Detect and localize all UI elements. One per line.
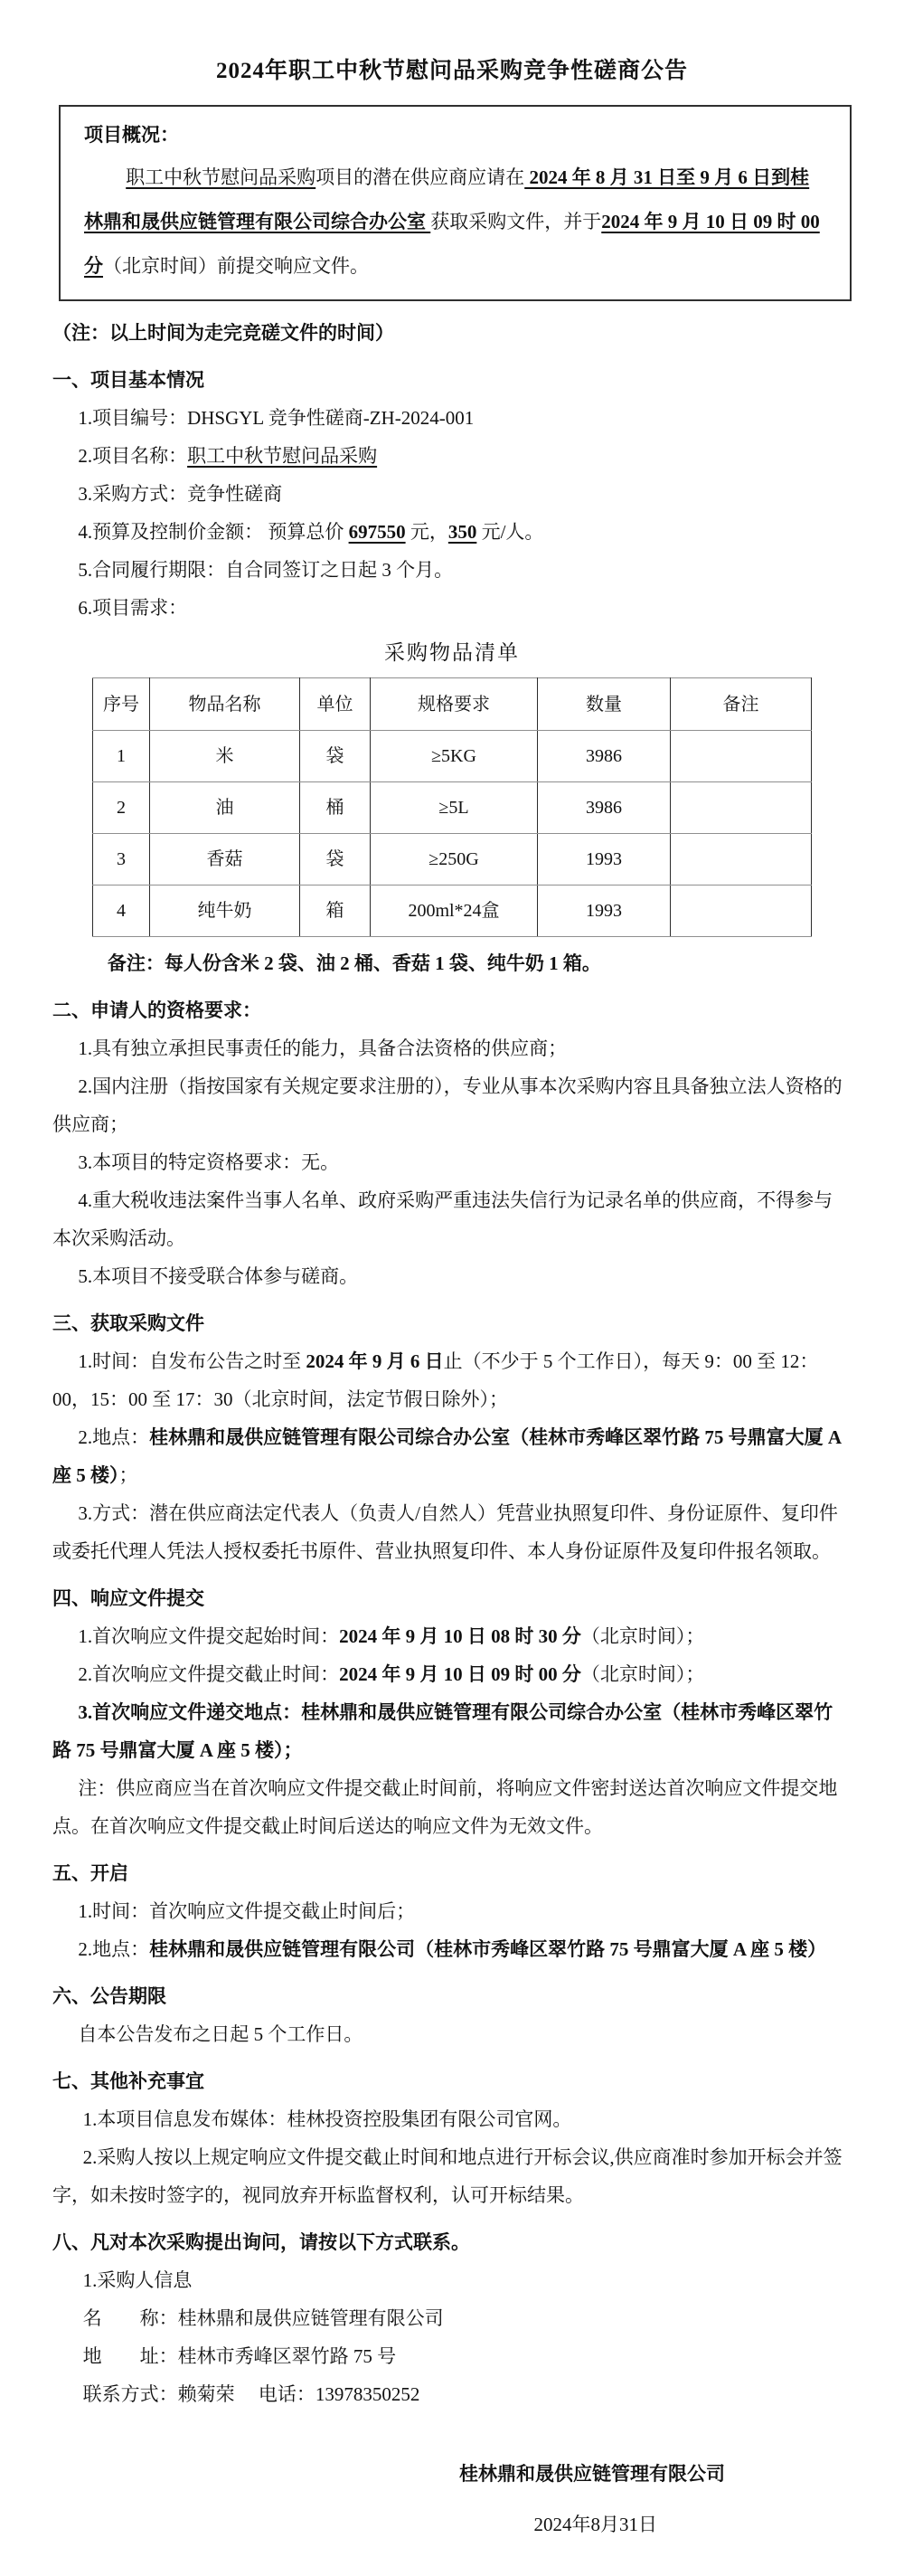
budget-line bbox=[52, 513, 852, 551]
cell-quantity: 3986 bbox=[538, 782, 671, 834]
col-header-item-name: 物品名称 bbox=[150, 678, 300, 731]
publish-media-line: 1.本项目信息发布媒体：桂林投资控股集团有限公司官网。 bbox=[82, 2108, 572, 2130]
col-header-unit: 单位 bbox=[300, 678, 371, 731]
section-7-heading: 七、其他补充事宜 bbox=[52, 2070, 204, 2092]
project-requirements-line: 6.项目需求： bbox=[78, 597, 188, 619]
cell-quantity: 1993 bbox=[538, 886, 671, 937]
table-row bbox=[93, 886, 812, 937]
project-name-value: 职工中秋节慰问品采购 bbox=[187, 445, 378, 467]
submit-start-line bbox=[52, 1617, 852, 1655]
project-name-line bbox=[52, 437, 852, 475]
qualification-item: 2.国内注册（指按国家有关规定要求注册的），专业从事本次采购内容且具备独立法人资格的供应商； bbox=[52, 1075, 843, 1135]
cell-index: 3 bbox=[93, 834, 150, 886]
submit-deadline-line bbox=[52, 1655, 852, 1693]
col-header-index: 序号 bbox=[93, 678, 150, 731]
purchaser-name-line: 名 称：桂林鼎和晟供应链管理有限公司 bbox=[82, 2307, 444, 2329]
project-number-line: 1.项目编号：DHSGYL 竞争性磋商-ZH-2024-001 bbox=[78, 407, 475, 429]
overview-project-name: 职工中秋节慰问品采购 bbox=[126, 166, 316, 188]
contract-period-line: 5.合同履行期限：自合同签订之日起 3 个月。 bbox=[78, 559, 454, 581]
budget-text-run: 元/人。 bbox=[476, 521, 544, 543]
obtain-method-line: 3.方式：潜在供应商法定代表人（负责人/自然人）凭营业执照复印件、身份证原件、复印件或委托代理人凭法人授权委托书原件、营业执照复印件、本人身份证原件及复印件报名领取。 bbox=[52, 1502, 838, 1562]
cell-index: 2 bbox=[93, 782, 150, 834]
overview-text-run: （北京时间）前提交响应文件。 bbox=[103, 255, 369, 277]
overview-label: 项目概况： bbox=[84, 124, 179, 146]
section-4-heading: 四、响应文件提交 bbox=[52, 1587, 204, 1609]
section-5-heading: 五、开启 bbox=[52, 1862, 128, 1884]
submit-note: 注：供应商应当在首次响应文件提交截止时间前，将响应文件密封送达首次响应文件提交地点。在首次响应文件提交截止时间后送达的响应文件为无效文件。 bbox=[52, 1777, 838, 1837]
col-header-quantity: 数量 bbox=[538, 678, 671, 731]
obtain-deadline-value: 2024 年 9 月 6 日 bbox=[306, 1350, 444, 1372]
table-row bbox=[93, 731, 812, 782]
purchase-list-title: 采购物品清单 bbox=[384, 641, 520, 664]
budget-label: 4.预算及控制价金额： 预算总价 bbox=[78, 521, 349, 543]
qualification-item: 1.具有独立承担民事责任的能力，具备合法资格的供应商； bbox=[78, 1037, 568, 1059]
cell-remark bbox=[671, 834, 812, 886]
col-header-remark: 备注 bbox=[671, 678, 812, 731]
cell-unit: 桶 bbox=[300, 782, 371, 834]
bid-opening-rule-line: 2.采购人按以上规定响应文件提交截止时间和地点进行开标会议,供应商准时参加开标会并签字，如未按时签字的，视同放弃开标监督权利，认可开标结果。 bbox=[52, 2146, 843, 2206]
cell-spec: ≥250G bbox=[371, 834, 538, 886]
overview-obtain-period: 2024 年 8 月 31 日至 9 月 6 日到桂林鼎和晟供应链管理有限公司综合办公室 bbox=[84, 166, 810, 232]
procurement-method-line: 3.采购方式：竞争性磋商 bbox=[78, 483, 283, 505]
table-header-row bbox=[93, 678, 812, 731]
announcement-period-line: 自本公告发布之日起 5 个工作日。 bbox=[78, 2023, 363, 2045]
obtain-time-detail: 止（不少于 5 个工作日），每天 9：00 至 12：00，15：00 至 17：30（北京时间，法定节假日除外）； bbox=[52, 1350, 819, 1410]
project-overview-box bbox=[59, 105, 852, 301]
opening-place-label: 2.地点： bbox=[78, 1938, 150, 1960]
obtain-place-line bbox=[52, 1418, 852, 1494]
project-name-label: 2.项目名称： bbox=[78, 445, 188, 467]
cell-item-name: 纯牛奶 bbox=[150, 886, 300, 937]
obtain-time-line bbox=[52, 1342, 852, 1418]
section-6-heading: 六、公告期限 bbox=[52, 1985, 166, 2007]
submit-deadline-time-value: 2024 年 9 月 10 日 09 时 00 分 bbox=[339, 1663, 581, 1685]
per-person-price-value: 350 bbox=[447, 521, 477, 543]
cell-remark bbox=[671, 731, 812, 782]
overview-text-run: 获取采购文件，并于 bbox=[430, 211, 602, 232]
cell-unit: 袋 bbox=[300, 731, 371, 782]
purchaser-info-label: 1.采购人信息 bbox=[82, 2269, 193, 2291]
obtain-place-tail: ； bbox=[118, 1464, 138, 1486]
table-row bbox=[93, 834, 812, 886]
obtain-time-label: 1.时间：自发布公告之时至 bbox=[78, 1350, 306, 1372]
cell-spec: ≥5L bbox=[371, 782, 538, 834]
cell-index: 1 bbox=[93, 731, 150, 782]
section-2-heading: 二、申请人的资格要求： bbox=[52, 999, 261, 1021]
cell-spec: ≥5KG bbox=[371, 731, 538, 782]
cell-remark bbox=[671, 886, 812, 937]
purchaser-address-line: 地 址：桂林市秀峰区翠竹路 75 号 bbox=[82, 2345, 397, 2367]
cell-item-name: 香菇 bbox=[150, 834, 300, 886]
table-row bbox=[93, 782, 812, 834]
submit-start-tail: （北京时间）； bbox=[580, 1625, 705, 1647]
cell-item-name: 米 bbox=[150, 731, 300, 782]
qualification-item: 4.重大税收违法案件当事人名单、政府采购严重违法失信行为记录名单的供应商，不得参与本次采购活动。 bbox=[52, 1189, 833, 1249]
overview-text-run: 项目的潜在供应商应请在 bbox=[315, 166, 525, 188]
document-date: 2024年8月31日 bbox=[533, 2514, 657, 2535]
cell-quantity: 3986 bbox=[538, 731, 671, 782]
opening-place-value: 桂林鼎和晟供应链管理有限公司（桂林市秀峰区翠竹路 75 号鼎富大厦 A 座 5 楼） bbox=[149, 1938, 827, 1960]
budget-total-value: 697550 bbox=[348, 521, 406, 543]
cell-spec: 200ml*24盒 bbox=[371, 886, 538, 937]
qualification-item: 5.本项目不接受联合体参与磋商。 bbox=[78, 1265, 359, 1287]
col-header-spec: 规格要求 bbox=[371, 678, 538, 731]
obtain-place-label: 2.地点： bbox=[78, 1426, 150, 1448]
cell-remark bbox=[671, 782, 812, 834]
purchaser-contact-line: 联系方式：赖菊荣 电话：13978350252 bbox=[82, 2383, 420, 2405]
cell-unit: 箱 bbox=[300, 886, 371, 937]
submit-place-line: 3.首次响应文件递交地点：桂林鼎和晟供应链管理有限公司综合办公室（桂林市秀峰区翠竹路 75 号鼎富大厦 A 座 5 楼）； bbox=[52, 1701, 833, 1761]
opening-place-line bbox=[52, 1930, 852, 1968]
table-note: 备注：每人份含米 2 袋、油 2 桶、香菇 1 袋、纯牛奶 1 箱。 bbox=[107, 952, 601, 974]
obtain-place-value: 桂林鼎和晟供应链管理有限公司综合办公室（桂林市秀峰区翠竹路 75 号鼎富大厦 A 座 5 楼） bbox=[52, 1426, 841, 1486]
cell-item-name: 油 bbox=[150, 782, 300, 834]
opening-time-line: 1.时间：首次响应文件提交截止时间后； bbox=[78, 1900, 416, 1922]
cell-unit: 袋 bbox=[300, 834, 371, 886]
overview-submit-deadline: 2024 年 9 月 10 日 09 时 00 分 bbox=[84, 211, 820, 277]
section-1-heading: 一、项目基本情况 bbox=[52, 369, 204, 391]
submit-deadline-label: 2.首次响应文件提交截止时间： bbox=[78, 1663, 340, 1685]
submit-start-label: 1.首次响应文件提交起始时间： bbox=[78, 1625, 340, 1647]
submit-start-time-value: 2024 年 9 月 10 日 08 时 30 分 bbox=[339, 1625, 581, 1647]
time-note: （注：以上时间为走完竞磋文件的时间） bbox=[52, 322, 394, 344]
purchase-items-table bbox=[92, 677, 812, 937]
section-3-heading: 三、获取采购文件 bbox=[52, 1312, 204, 1334]
budget-text-run: 元， bbox=[405, 521, 448, 543]
page-title: 2024年职工中秋节慰问品采购竞争性磋商公告 bbox=[215, 59, 688, 83]
section-8-heading: 八、凡对本次采购提出询问，请按以下方式联系。 bbox=[52, 2231, 470, 2253]
cell-index: 4 bbox=[93, 886, 150, 937]
cell-quantity: 1993 bbox=[538, 834, 671, 886]
overview-text bbox=[84, 156, 826, 289]
submit-deadline-tail: （北京时间）； bbox=[580, 1663, 705, 1685]
signature-company: 桂林鼎和晟供应链管理有限公司 bbox=[459, 2463, 725, 2485]
qualification-item: 3.本项目的特定资格要求：无。 bbox=[78, 1151, 340, 1173]
